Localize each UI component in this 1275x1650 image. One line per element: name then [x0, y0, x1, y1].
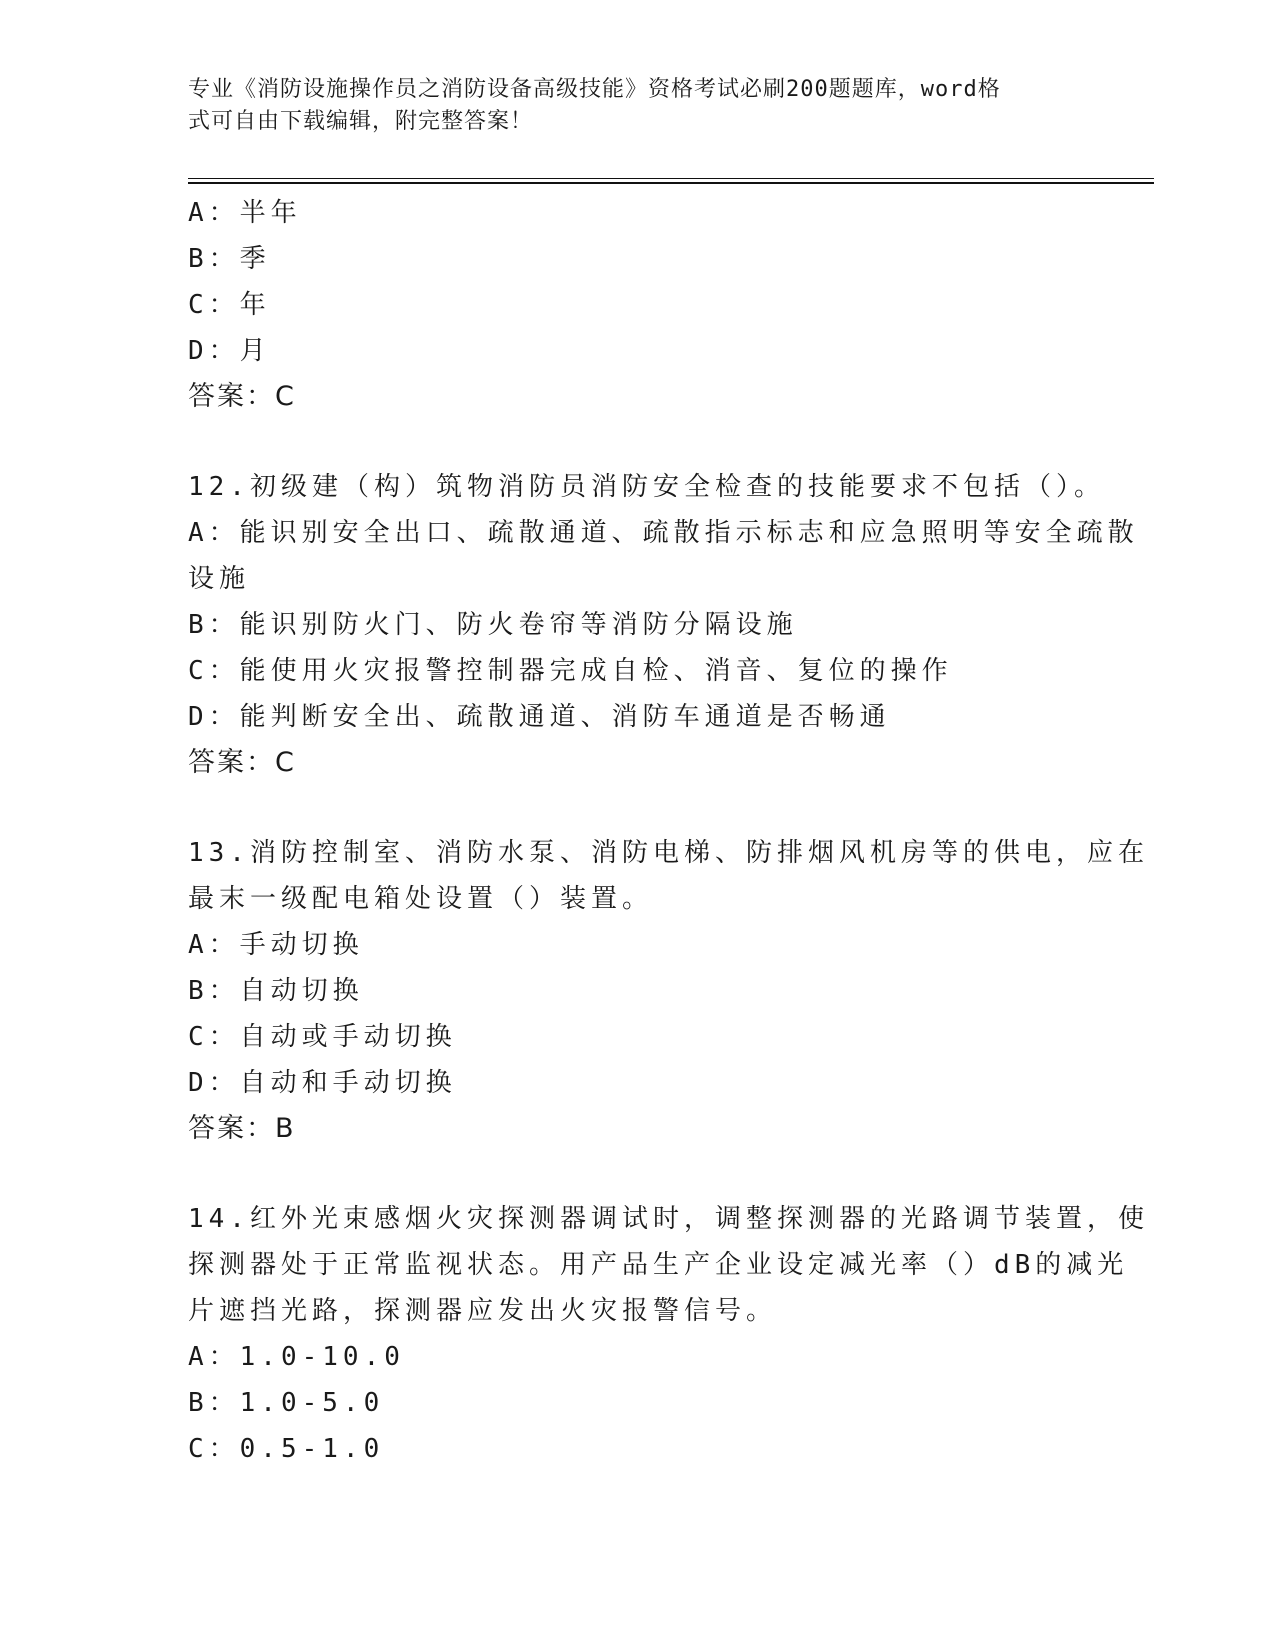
option-b: B：1.0-5.0 — [188, 1388, 385, 1418]
option-c: C：自动或手动切换 — [188, 1022, 457, 1052]
header-divider-bottom — [188, 182, 1154, 184]
question-text-line-1: 14.红外光束感烟火灾探测器调试时，调整探测器的光路调节装置，使 — [188, 1204, 1149, 1234]
answer: 答案：C — [188, 747, 296, 778]
question-13 — [188, 830, 1149, 1152]
question-14 — [188, 1196, 1149, 1472]
option-b: B：季 — [188, 244, 271, 274]
answer: 答案：C — [188, 381, 296, 412]
question-text-line-3: 片遮挡光路，探测器应发出火灾报警信号。 — [188, 1296, 778, 1326]
option-b: B：自动切换 — [188, 976, 364, 1006]
question-content — [188, 190, 1149, 1472]
answer: 答案：B — [188, 1113, 296, 1144]
header-line-2: 式可自由下载编辑，附完整答案！ — [188, 109, 534, 134]
question-text-line-1: 13.消防控制室、消防水泵、消防电梯、防排烟风机房等的供电，应在 — [188, 838, 1149, 868]
option-a: A：1.0-10.0 — [188, 1342, 405, 1372]
option-a: A：手动切换 — [188, 930, 364, 960]
option-b: B：能识别防火门、防火卷帘等消防分隔设施 — [188, 610, 798, 640]
question-text-line-2: 探测器处于正常监视状态。用产品生产企业设定减光率（）dB的减光 — [188, 1250, 1129, 1280]
option-c: C：0.5-1.0 — [188, 1434, 385, 1464]
header-divider-top — [188, 178, 1154, 179]
option-c: C：能使用火灾报警控制器完成自检、消音、复位的操作 — [188, 656, 953, 686]
question-12 — [188, 464, 1139, 786]
option-d: D：自动和手动切换 — [188, 1068, 457, 1098]
document-header — [188, 74, 1068, 138]
option-a-line-1: A：能识别安全出口、疏散通道、疏散指示标志和应急照明等安全疏散 — [188, 518, 1139, 548]
question-text-line-2: 最末一级配电箱处设置（）装置。 — [188, 884, 654, 914]
option-c: C：年 — [188, 290, 271, 320]
option-a-line-2: 设施 — [188, 564, 251, 594]
header-line-1: 专业《消防设施操作员之消防设备高级技能》资格考试必刷200题题库，word格 — [188, 77, 1001, 102]
question-11 — [188, 190, 1088, 420]
option-a: A：半年 — [188, 198, 302, 228]
option-d: D：月 — [188, 336, 271, 366]
option-d: D：能判断安全出、疏散通道、消防车通道是否畅通 — [188, 702, 891, 732]
question-text: 12.初级建（构）筑物消防员消防安全检查的技能要求不包括（）。 — [188, 472, 1105, 502]
